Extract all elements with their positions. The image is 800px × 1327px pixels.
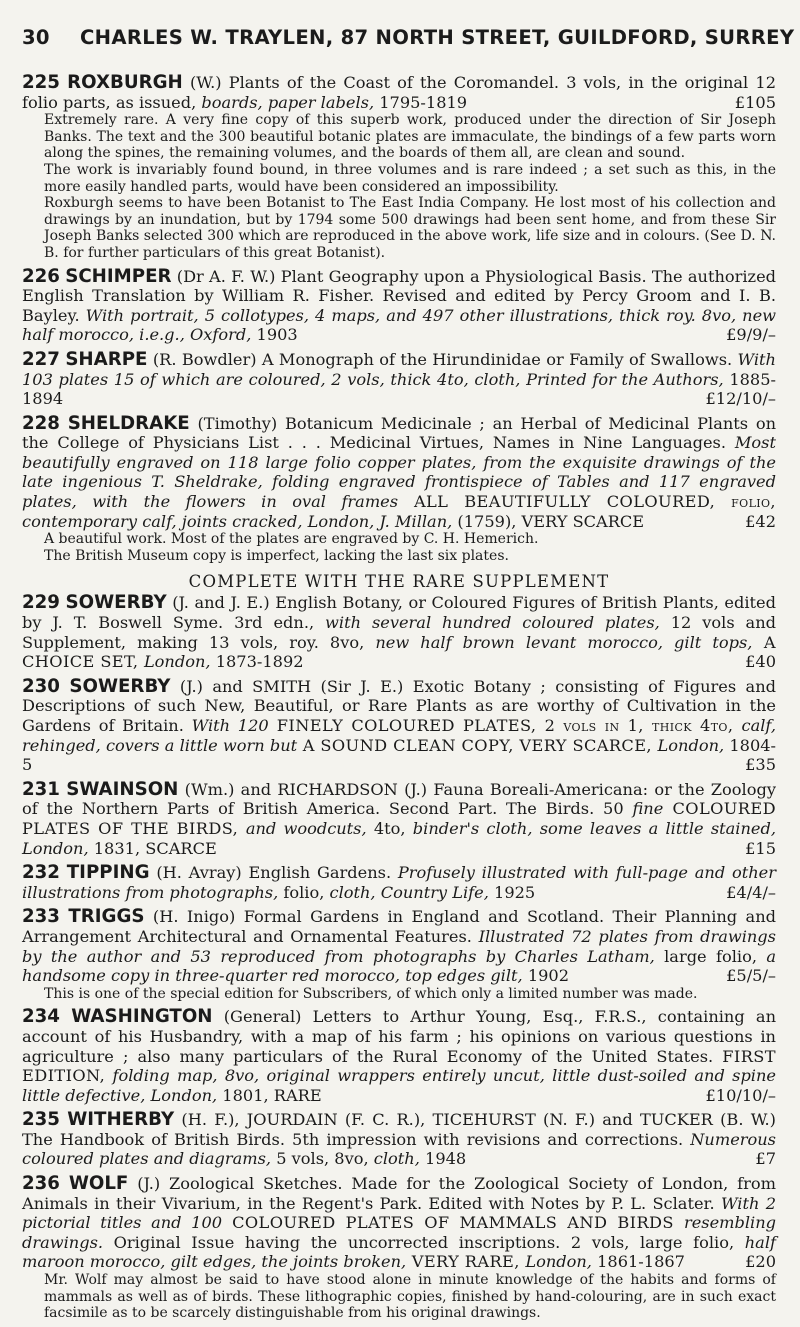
catalogue-entry [22,73,776,262]
entry-number: 232 [22,862,60,884]
entry-text-italic: Numerous coloured plates and diagrams, [22,1129,776,1169]
entry-binding: With portrait, 5 collotypes, 4 maps, and 497 other illustrations, thick roy. 8vo, new half morocco, i.e.g., Oxford, [22,305,777,345]
entry-price: £5/5/– [726,966,776,986]
entry-text: (H. F.), JOURDAIN (F. C. R.), TICEHURST (N. F.) and TUCKER (B. W.) The Handbook of British Birds. 5th impression with revisions and corrections. [22,1110,776,1149]
entry-place: London, [657,735,725,755]
entry-note: Extremely rare. A very fine copy of this superb work, produced under the direction of Sir Joseph Banks. The text and the 300 beautiful botanic plates are immaculate, the bindings of a few parts worn along the spines, the remaining volumes, and the boards of them all, are clean and sound. [44,112,776,162]
entry-binding: contemporary calf, joints cracked, London, J. Millan, [22,511,453,531]
entry-text: (Dr A. F. W.) Plant Geography upon a Physiological Basis. The authorized English Translation by William R. Fisher. Revised and edited by Percy Groom and I. B. Bayley. [22,266,777,325]
entry-description [22,863,776,902]
catalogue-entry [22,350,776,409]
entry-text: (General) Letters to Arthur Young, Esq., F.R.S., containing an account of his Husbandry, with a map of his farm ; his opinions on various questions in agriculture ; also many particulars of the Rural Economy of the United States. [22,1007,776,1066]
entry-text: (H. Inigo) Formal Gardens in England and Scotland. Their Planning and Arrangement Architectural and Ornamental Features. [22,907,776,946]
entry-note: The British Museum copy is imperfect, lacking the last six plates. [44,547,509,564]
entry-date: 1795-1819 [374,92,468,112]
entry-author: WOLF [68,1173,129,1195]
entry-text: Original Issue having the uncorrected inscriptions. 2 vols, large folio, [103,1232,745,1252]
catalogue-entry [22,1007,776,1105]
entry-text-caps: A CHOICE SET, [22,632,777,672]
entry-number: 231 [22,778,60,800]
entry-text-italic: Most beautifully engraved on 118 large folio copper plates, from the exquisite drawings of the late ingenious T. Sheldrake, folding engraved frontispiece of Tables and 117 engraved plates, with the flowers in oval frames [22,433,776,512]
running-header [22,26,795,49]
entry-price: £12/10/– [705,389,776,409]
entry-text: (R. Bowdler) A Monograph of the Hirundinidae or Family of Swallows. [152,349,738,369]
entry-date: 1873-1892 [210,652,304,672]
entry-date: 1903 [251,325,298,345]
catalogue-entry [22,1174,776,1322]
entry-author: TRIGGS [68,906,145,928]
entry-binding: a handsome copy in three-quarter red morocco, top edges gilt, [22,946,776,986]
entry-description [22,414,776,532]
entry-author: WITHERBY [67,1109,175,1131]
entry-description [22,593,776,671]
entry-text: (J.) and SMITH (Sir J. E.) Exotic Botany ; consisting of Figures and Descriptions of such New, Beautiful, or Rare Plants as are worthy of Cultivation in the Gardens of Britain. [22,676,776,735]
entry-number: 236 [22,1173,60,1195]
entry-note: Roxburgh seems to have been Botanist to The East India Company. He lost most of his collection and drawings by an inundation, but by 1794 some 500 drawings had been sent home, and from these Sir Joseph Banks selected 300 which are reproduced in the above work, life size and in colours. (See D. N. B. for further particulars of this great Botanist). [44,195,776,261]
entry-price: £15 [745,838,776,858]
entry-text: folio, [278,882,330,902]
entry-binding: new half brown levant morocco, gilt tops, [375,632,753,652]
entry-text: (J.) Zoological Sketches. Made for the Zoological Society of London, from Animals in their Vivarium, in the Regent's Park. Edited with Notes by P. L. Sclater. [22,1174,776,1213]
entry-description [22,1110,776,1169]
catalogue-entries [22,73,776,1327]
entry-binding: calf, rehinged, covers a little worn but [22,716,776,755]
entry-text-italic: with several hundred coloured plates, [325,613,660,633]
entry-price: £7 [755,1149,776,1169]
entry-price: £20 [745,1252,776,1272]
entry-number: 225 [22,72,60,93]
entry-number: 233 [22,906,60,928]
entry-description [22,907,776,985]
catalogue-entry [22,593,776,671]
catalogue-entry [22,780,776,858]
entry-number: 230 [22,675,60,697]
entry-text: 12 vols and Supplement, making 13 vols, roy. 8vo, [22,613,776,652]
entry-text-caps: COLOURED PLATES OF MAMMALS AND BIRDS [222,1213,684,1233]
entry-number: 234 [22,1006,60,1028]
entry-text-caps: ALL BEAUTIFULLY COLOURED, folio, [398,492,776,512]
entry-text: (Timothy) Botanicum Medicinale ; an Herbal of Medicinal Plants on the College of Physicians List . . . Medicinal Virtues, Names in Nine Languages. [22,413,776,453]
entry-date: 1831, SCARCE [88,838,217,858]
entry-author: SOWERBY [69,675,171,697]
entry-number: 227 [22,348,60,370]
entry-author: SWAINSON [66,778,179,800]
entry-text-caps: COLOURED PLATES OF THE BIRDS, [22,799,776,838]
header-title: CHARLES W. TRAYLEN, 87 NORTH STREET, GUILDFORD, SURREY [80,26,795,49]
entry-binding: half maroon morocco, gilt edges, the joints broken, [22,1232,776,1272]
entry-description [22,267,776,345]
entry-place: London, [525,1252,592,1272]
entry-text-caps: FIRST EDITION, [22,1046,776,1086]
entry-author: WASHINGTON [71,1006,213,1028]
entry-price: £9/9/– [726,325,776,345]
entry-text-italic: With 120 [191,716,269,735]
catalogue-entry [22,414,776,565]
page-number: 30 [22,26,50,49]
entry-price: £42 [745,511,776,531]
entry-binding: folding map, 8vo, original wrappers entirely uncut, little dust-soiled and spine little defective, London, [22,1066,776,1105]
entry-author: ROXBURGH [67,72,183,93]
entry-date: 1885-1894 [22,369,776,409]
entry-text: (J. and J. E.) English Botany, or Coloured Figures of British Plants, edited by J. T. Boswell Syme. 3rd edn., [22,593,776,633]
catalogue-entry [22,863,776,902]
entry-date: 1861-1867 [591,1252,685,1272]
entry-binding: With 103 plates 15 of which are coloured, 2 vols, thick 4to, cloth, Printed for the Authors, [22,349,776,389]
entry-text: (H. Avray) English Gardens. [156,863,398,883]
entry-number: 228 [22,412,60,434]
entry-date: 1925 [488,882,536,902]
entry-note: A beautiful work. Most of the plates are engraved by C. H. Hemerich. [44,531,539,548]
entry-description [22,1007,776,1105]
catalogue-entry [22,677,776,775]
entry-author: SHELDRAKE [67,412,190,434]
section-heading: COMPLETE WITH THE RARE SUPPLEMENT [188,572,610,592]
entry-text-italic: Illustrated 72 plates from drawings by the author and 53 reproduced from photographs by Charles Latham, [22,926,776,966]
entry-description [22,350,776,409]
entry-author: SOWERBY [65,592,167,614]
entry-text-italic: Profusely illustrated with full-page and other illustrations from photographs, [22,863,776,902]
entry-text: 4to, [366,818,413,838]
entry-date: 1801, RARE [217,1085,322,1105]
entry-author: SCHIMPER [65,265,172,287]
entry-text-caps: A SOUND CLEAN COPY, VERY SCARCE, [297,735,658,755]
entry-text: (W.) Plants of the Coast of the Coromandel. 3 vols, in the original 12 folio parts, as issued, [22,73,776,112]
entry-price: £10/10/– [705,1085,776,1105]
catalogue-entry [22,267,776,345]
entry-text-italic: fine [632,799,664,819]
entry-text-caps: VERY RARE, [406,1252,526,1272]
entry-binding: boards, paper labels, [201,92,375,112]
entry-place: London, [143,652,211,672]
entry-date: 1804-5 [22,735,777,775]
entry-price: £40 [745,652,776,672]
entry-text: large folio, [654,946,767,966]
entry-binding: cloth, Country Life, [329,882,489,902]
entry-text-italic: and woodcuts, [245,818,367,838]
entry-text: (Wm.) and RICHARDSON (J.) Fauna Boreali-Americana: or the Zoology of the Northern Parts of British America. Second Part. The Birds. 50 [22,779,776,819]
entry-description [22,1174,776,1272]
entry-price: £4/4/– [726,882,776,902]
entry-price: £35 [745,755,776,775]
entry-binding: cloth, [373,1149,420,1169]
entry-price: £105 [734,92,776,112]
catalogue-entry [22,907,776,1002]
entry-description [22,780,776,858]
entry-number: 235 [22,1109,60,1131]
entry-text-caps: FINELY COLOURED PLATES, 2 vols in 1, thick 4to, [268,716,742,735]
entry-note: Mr. Wolf may almost be said to have stood alone in minute knowledge of the habits and forms of mammals as well as of birds. These lithographic copies, finished by hand-colouring, are in such exact facsimile as to be scarcely distinguishable from his original drawings. [44,1272,776,1322]
entry-date: 1948 [419,1149,467,1169]
entry-author: TIPPING [66,862,150,884]
catalogue-entry [22,1110,776,1169]
entry-description [22,677,776,775]
entry-text-italic: resembling drawings. [22,1213,777,1252]
entry-number: 226 [22,265,60,287]
entry-text: 5 vols, 8vo, [271,1149,374,1169]
entry-binding: binder's cloth, some leaves a little stained, London, [22,818,776,858]
entry-date: (1759), VERY SCARCE [452,511,645,531]
entry-note: The work is invariably found bound, in three volumes and is rare indeed ; a set such as this, in the more easily handled parts, would have been considered an impossibility. [44,161,776,195]
entry-number: 229 [22,592,60,614]
entry-note: This is one of the special edition for Subscribers, of which only a limited number was made. [44,985,698,1002]
entry-description [22,73,776,112]
entry-author: SHARPE [65,348,148,370]
entry-date: 1902 [522,966,570,986]
entry-text-italic: With 2 pictorial titles and 100 [22,1193,776,1233]
